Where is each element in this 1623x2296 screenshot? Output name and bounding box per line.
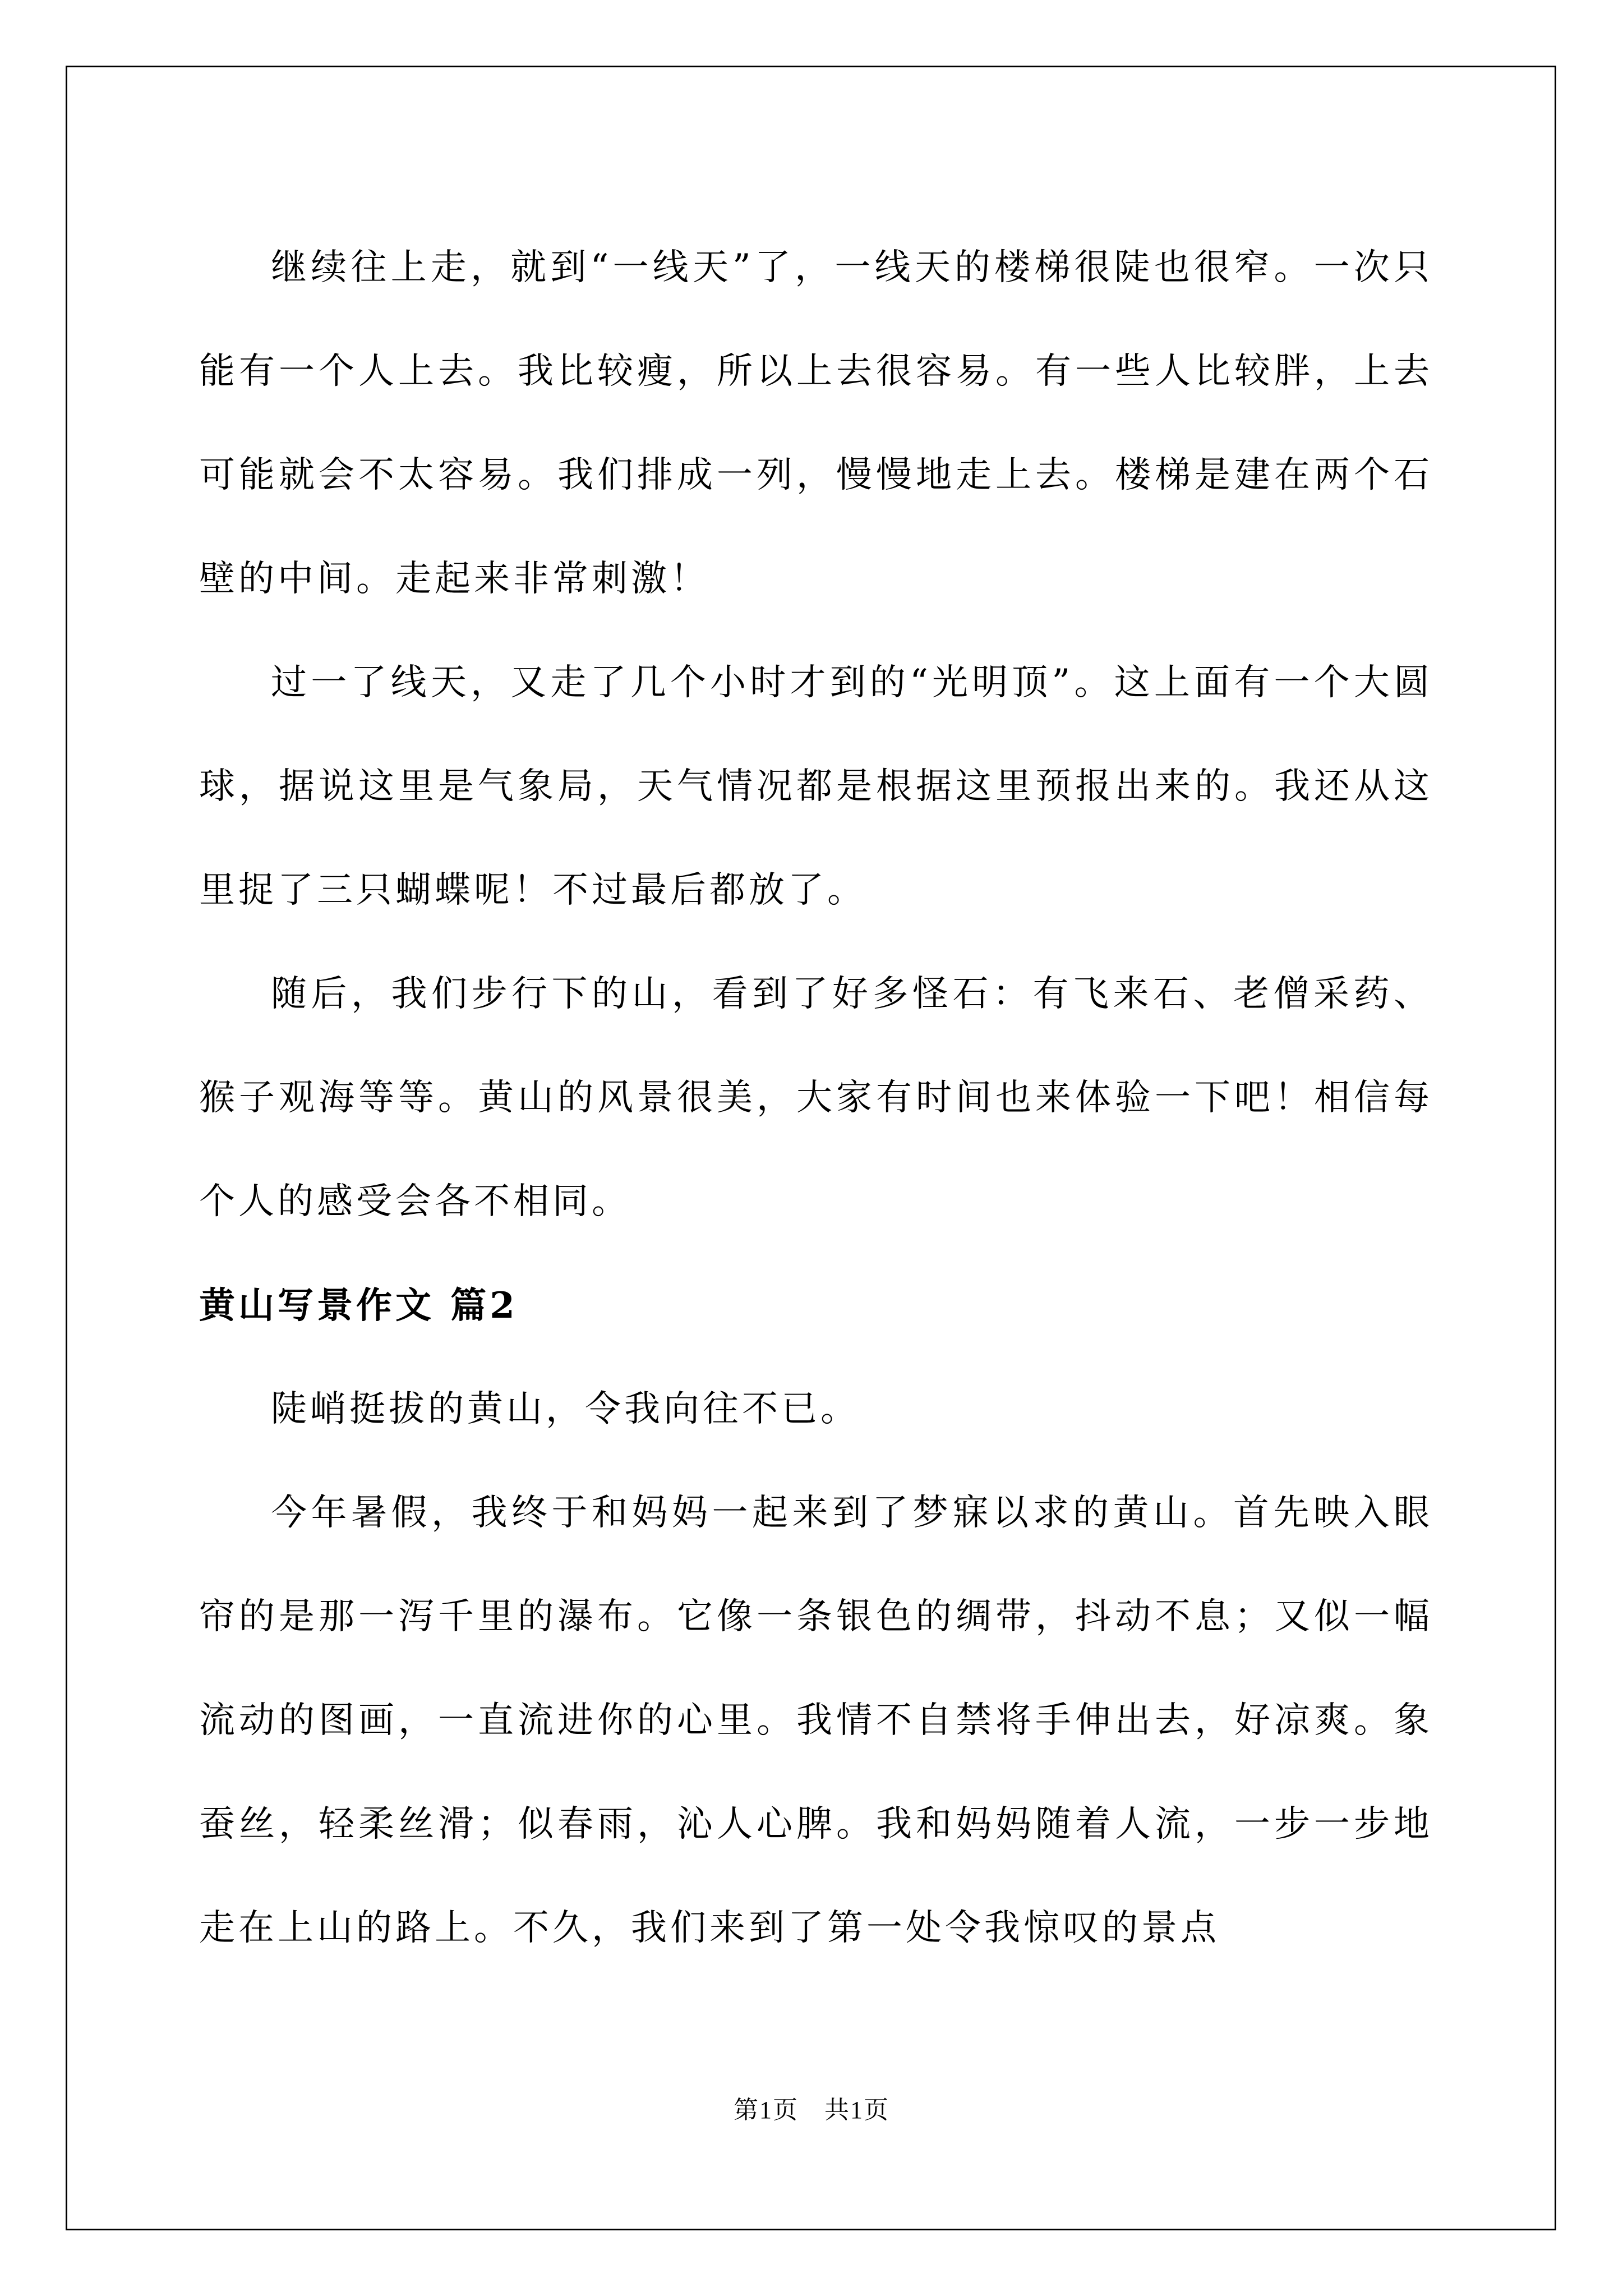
paragraph-1: 继续往上走，就到“一线天”了，一线天的楼梯很陡也很窄。一次只能有一个人上去。我比较瘦，所以上去很容易。有一些人比较胖，上去可能就会不太容易。我们排成一列，慢慢地走上去。楼梯是建在两个石壁的中间。走起来非常刺激！	[199, 247, 1433, 600]
section-heading: 黄山写景作文 篇2	[199, 1285, 518, 1327]
paragraph-3: 随后，我们步行下的山，看到了好多怪石：有飞来石、老僧采药、猴子观海等等。黄山的风景很美，大家有时间也来体验一下吧！相信每个人的感受会各不相同。	[199, 973, 1433, 1222]
paragraph-4: 陡峭挺拔的黄山，令我向往不已。	[271, 1388, 860, 1430]
document-body	[199, 216, 1433, 1980]
paragraph-5: 今年暑假，我终于和妈妈一起来到了梦寐以求的黄山。首先映入眼帘的是那一泻千里的瀑布。它像一条银色的绸带，抖动不息；又似一幅流动的图画，一直流进你的心里。我情不自禁将手伸出去，好凉爽。象蚕丝，轻柔丝滑；似春雨，沁人心脾。我和妈妈随着人流，一步一步地走在上山的路上。不久，我们来到了第一处令我惊叹的景点	[199, 1492, 1433, 1949]
paragraph-2: 过一了线天，又走了几个小时才到的“光明顶”。这上面有一个大圆球，据说这里是气象局，天气情况都是根据这里预报出来的。我还从这里捉了三只蝴蝶呢！不过最后都放了。	[199, 662, 1433, 911]
page-footer: 第1页 共1页	[734, 2096, 889, 2124]
